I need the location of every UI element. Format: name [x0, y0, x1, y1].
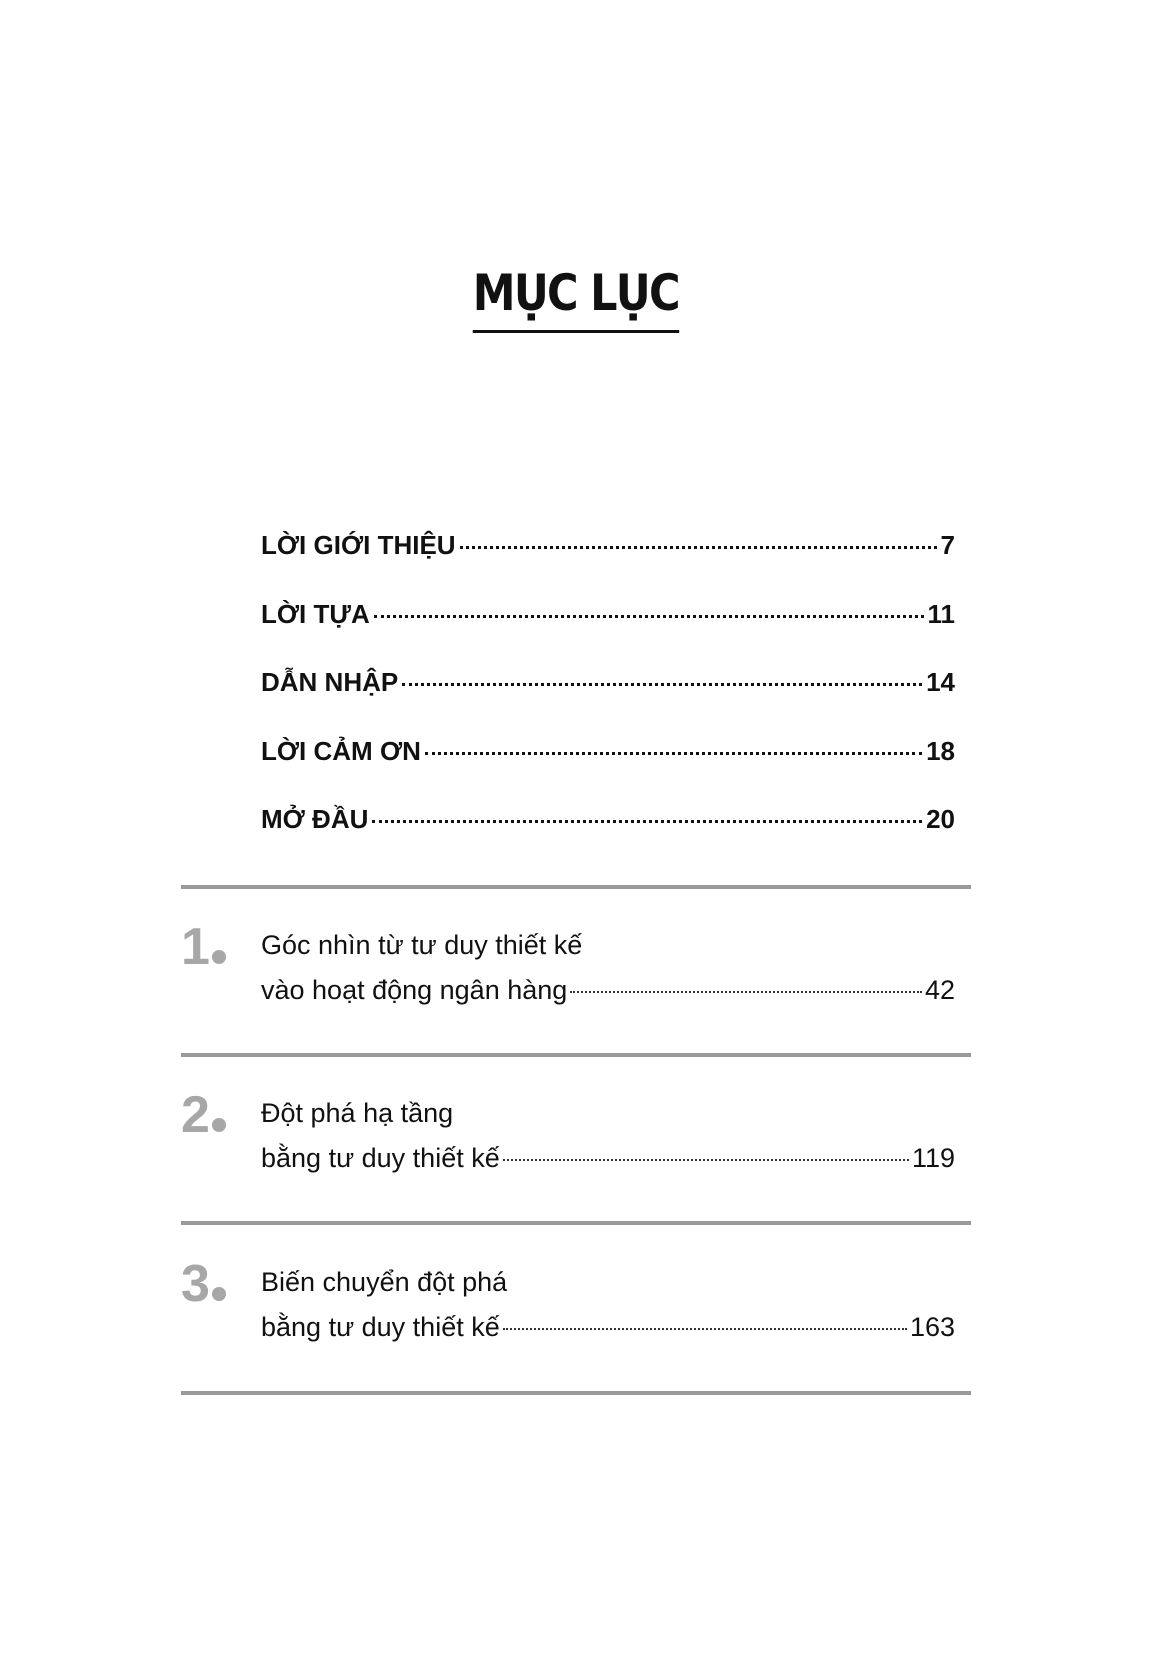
toc-entry-label: LỜI TỰA: [261, 598, 370, 629]
chapter-title-line1: Đột phá hạ tầng: [261, 1098, 454, 1128]
toc-entry-introduction[interactable]: [261, 667, 955, 736]
chapter-title-line2: bằng tư duy thiết kế: [261, 1143, 500, 1173]
toc-entry-page: 14: [926, 667, 955, 697]
dot-leader: [374, 615, 924, 618]
chapter-number-dot: [212, 1287, 226, 1301]
dot-leader: [372, 820, 922, 823]
toc-entry-page: 18: [926, 735, 955, 766]
front-matter-list: [261, 530, 955, 873]
dot-leader: [402, 683, 922, 686]
chapter-title-line2-row: [261, 1143, 955, 1174]
toc-entry-page: 11: [927, 598, 955, 629]
toc-entry-acknowledgements[interactable]: [261, 736, 955, 805]
chapter-page: 42: [924, 975, 955, 1005]
chapter-page: 119: [911, 1143, 955, 1173]
dot-leader: [425, 752, 922, 755]
chapter-title-line1: Góc nhìn từ tư duy thiết kế: [261, 930, 583, 960]
dot-leader: [460, 546, 937, 549]
chapter-title-line2: vào hoạt động ngân hàng: [261, 975, 568, 1005]
toc-entry-page: 7: [940, 530, 955, 560]
chapter-title-line2: bằng tư duy thiết kế: [261, 1312, 500, 1342]
toc-entry-label: LỜI CẢM ƠN: [261, 735, 421, 766]
dot-leader: [503, 1328, 907, 1330]
toc-entry-opening[interactable]: [261, 804, 955, 873]
section-divider: [181, 1391, 971, 1395]
dot-leader: [503, 1159, 909, 1161]
toc-entry-label: LỜI GIỚI THIỆU: [261, 530, 456, 560]
toc-chapter-3[interactable]: [181, 1255, 955, 1392]
chapter-number-dot: [212, 1118, 226, 1132]
toc-entry-label: MỞ ĐẦU: [261, 804, 369, 834]
toc-entry-preface[interactable]: [261, 599, 955, 668]
toc-entry-page: 20: [926, 804, 955, 834]
chapter-title-line2-row: [261, 975, 955, 1006]
toc-chapter-2[interactable]: [181, 1086, 955, 1223]
chapter-page: 163: [909, 1312, 955, 1342]
toc-chapter-1[interactable]: [181, 918, 955, 1055]
chapter-title-line2-row: [261, 1312, 955, 1343]
section-divider: [181, 885, 971, 889]
chapter-number: 3: [181, 1258, 226, 1310]
chapter-title-line1: Biến chuyển đột phá: [261, 1267, 508, 1297]
chapter-number: 1: [181, 921, 226, 973]
page-title: MỤC LỤC: [473, 268, 679, 333]
section-divider: [181, 1053, 971, 1057]
title-wrap: [0, 264, 1152, 333]
chapter-number: 2: [181, 1089, 226, 1141]
toc-entry-label: DẪN NHẬP: [261, 667, 399, 697]
section-divider: [181, 1221, 971, 1225]
chapter-number-dot: [212, 950, 226, 964]
dot-leader: [570, 991, 922, 993]
toc-entry-intro[interactable]: [261, 530, 955, 599]
